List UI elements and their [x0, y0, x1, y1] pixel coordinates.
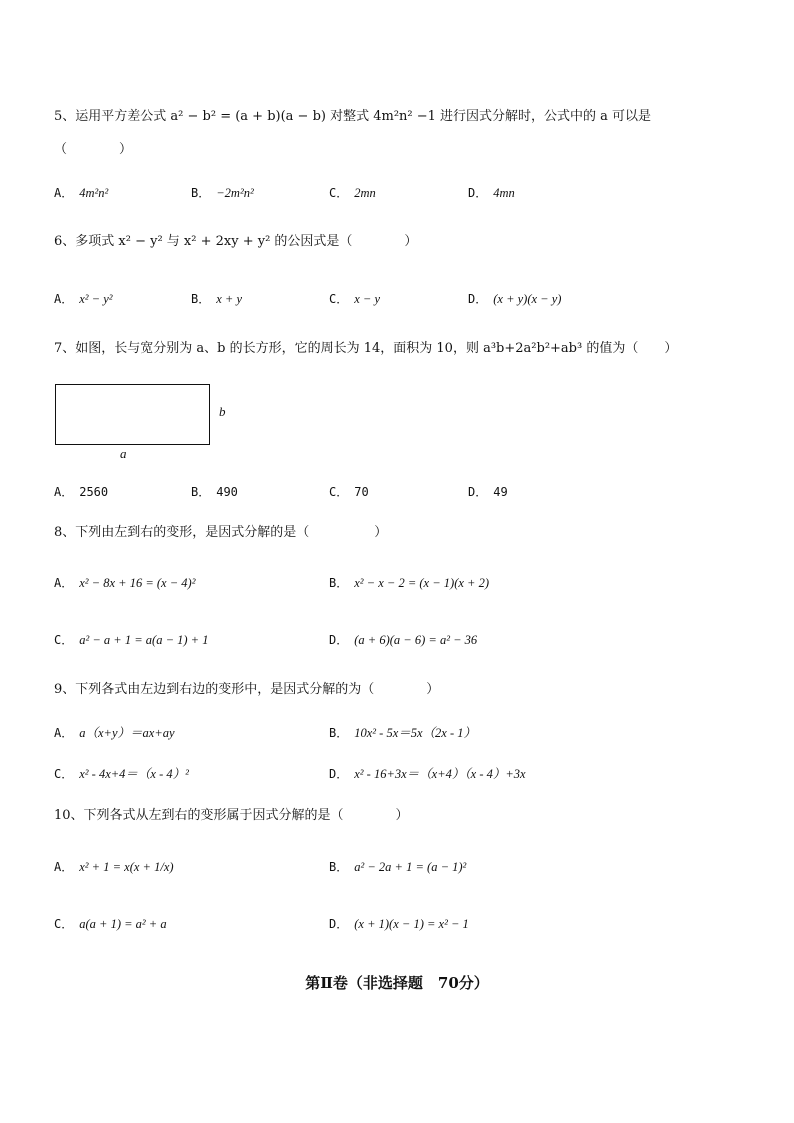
q6-option-b[interactable]: B． x + y	[191, 292, 243, 306]
q10-option-a[interactable]: A． x² + 1 = x(x + 1/x)	[54, 860, 174, 874]
q9-option-c[interactable]: C． x² - 4x+4＝（x - 4）²	[54, 767, 189, 781]
q10-option-c[interactable]: C． a(a + 1) = a² + a	[54, 917, 167, 931]
q8-option-d[interactable]: D． (a + 6)(a − 6) = a² − 36	[329, 633, 478, 647]
q5-blank: （ ）	[54, 142, 133, 157]
rectangle-figure	[55, 384, 210, 445]
q10-stem: 10、下列各式从左到右的变形属于因式分解的是（ ）	[54, 808, 409, 823]
q5-option-d[interactable]: D． 4mn	[468, 186, 515, 200]
q6-stem: 6、多项式 x² − y² 与 x² + 2xy + y² 的公因式是（ ）	[54, 234, 418, 249]
q8-option-c[interactable]: C． a² − a + 1 = a(a − 1) + 1	[54, 633, 209, 647]
q6-option-c[interactable]: C． x − y	[329, 292, 381, 306]
q6-option-d[interactable]: D． (x + y)(x − y)	[468, 292, 562, 306]
q5-option-c[interactable]: C． 2mn	[329, 186, 376, 200]
q7-option-d[interactable]: D． 49	[468, 485, 508, 499]
q9-stem: 9、下列各式由左边到右边的变形中，是因式分解的为（ ）	[54, 682, 440, 697]
q7-stem: 7、如图，长与宽分别为 a、b 的长方形，它的周长为 14，面积为 10，则 a³b+2a²b²+ab³ 的值为（ ）	[54, 341, 678, 356]
q9-option-b[interactable]: B． 10x² - 5x＝5x（2x - 1）	[329, 726, 476, 740]
section-title: 第Ⅱ卷（非选择题 70分）	[305, 974, 489, 992]
q8-option-a[interactable]: A． x² − 8x + 16 = (x − 4)²	[54, 576, 196, 590]
rectangle-height-label: b	[219, 404, 226, 419]
q5-option-a[interactable]: A． 4m²n²	[54, 186, 109, 200]
q5-option-b[interactable]: B． −2m²n²	[191, 186, 254, 200]
q9-option-d[interactable]: D． x² - 16+3x＝（x+4）（x - 4）+3x	[329, 767, 526, 781]
q10-option-d[interactable]: D． (x + 1)(x − 1) = x² − 1	[329, 917, 469, 931]
q5-stem: 5、运用平方差公式 a² − b² = (a + b)(a − b) 对整式 4m²n² −1 进行因式分解时，公式中的 a 可以是	[54, 109, 652, 124]
q6-option-a[interactable]: A． x² − y²	[54, 292, 113, 306]
q7-option-a[interactable]: A． 2560	[54, 485, 109, 499]
q8-stem: 8、下列由左到右的变形，是因式分解的是（ ）	[54, 525, 388, 540]
q8-option-b[interactable]: B． x² − x − 2 = (x − 1)(x + 2)	[329, 576, 489, 590]
q10-option-b[interactable]: B． a² − 2a + 1 = (a − 1)²	[329, 860, 467, 874]
rectangle-width-label: a	[120, 446, 127, 461]
q9-option-a[interactable]: A． a（x+y）＝ax+ay	[54, 726, 175, 740]
q7-option-c[interactable]: C． 70	[329, 485, 369, 499]
q7-option-b[interactable]: B． 490	[191, 485, 238, 499]
